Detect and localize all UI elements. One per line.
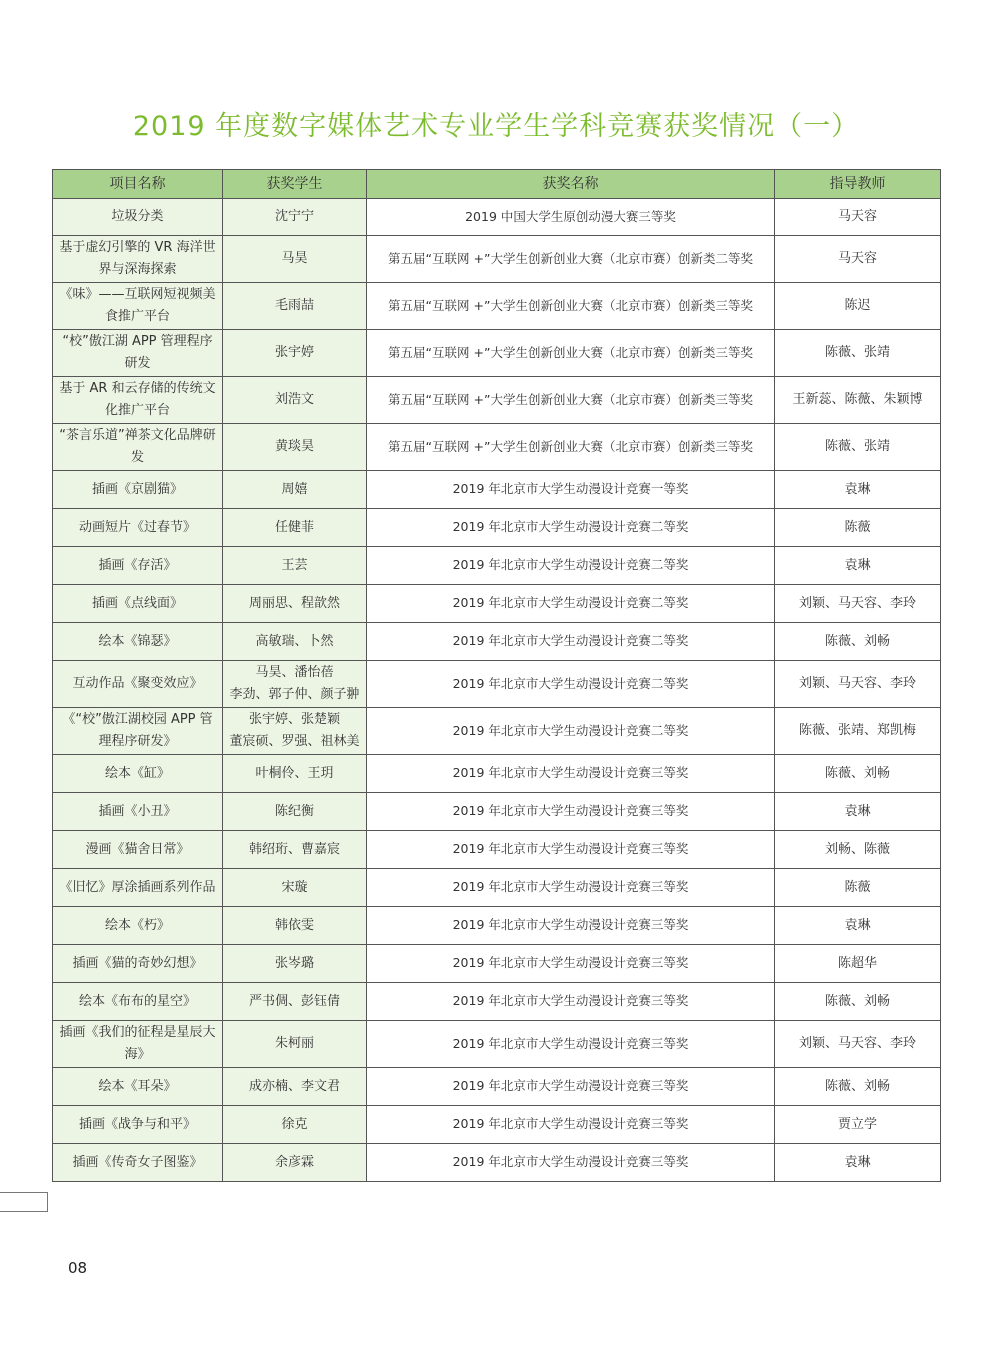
award-text: 2019 年北京市大学生动漫设计竞赛三等奖 [452, 765, 689, 780]
students-cell: 周丽思、程歆然 [223, 585, 367, 623]
advisors-cell: 马天容 [775, 199, 941, 236]
project-cell: 插画《小丑》 [53, 793, 223, 831]
award-cell [367, 661, 775, 708]
project-cell: 《旧忆》厚涂插画系列作品 [53, 869, 223, 907]
table-row [53, 199, 941, 236]
advisors-cell: 贾立学 [775, 1106, 941, 1144]
award-cell [367, 547, 775, 585]
project-cell: 绘本《朽》 [53, 907, 223, 945]
page-number: 08 [68, 1259, 88, 1277]
project-cell: 基于 AR 和云存储的传统文化推广平台 [53, 377, 223, 424]
table-row [53, 1021, 941, 1068]
table-row [53, 377, 941, 424]
table-row [53, 1106, 941, 1144]
award-text: 2019 年北京市大学生动漫设计竞赛二等奖 [452, 633, 689, 648]
award-cell [367, 585, 775, 623]
award-text: 2019 年北京市大学生动漫设计竞赛三等奖 [452, 993, 689, 1008]
award-cell [367, 623, 775, 661]
students-cell: 黄琰昊 [223, 424, 367, 471]
advisors-cell: 陈薇、刘畅 [775, 623, 941, 661]
project-cell: “校”傲江湖 APP 管理程序研发 [53, 330, 223, 377]
awards-table [52, 169, 941, 1182]
award-cell [367, 199, 775, 236]
award-text: 2019 年北京市大学生动漫设计竞赛二等奖 [452, 722, 689, 738]
table-row [53, 755, 941, 793]
award-text: 2019 年北京市大学生动漫设计竞赛三等奖 [452, 803, 689, 818]
award-cell [367, 1106, 775, 1144]
project-cell: 《味》——互联网短视频美食推广平台 [53, 283, 223, 330]
students-cell: 任健菲 [223, 509, 367, 547]
award-cell [367, 283, 775, 330]
award-text: 2019 年北京市大学生动漫设计竞赛三等奖 [452, 1154, 689, 1169]
table-row [53, 831, 941, 869]
advisors-cell: 袁琳 [775, 471, 941, 509]
award-cell [367, 509, 775, 547]
advisors-cell: 陈薇、刘畅 [775, 755, 941, 793]
advisors-cell: 陈薇、张靖 [775, 424, 941, 471]
advisors-cell: 陈迟 [775, 283, 941, 330]
header-students: 获奖学生 [223, 170, 367, 199]
advisors-cell: 陈薇、张靖 [775, 330, 941, 377]
advisors-cell: 刘颖、马天容、李玲 [775, 1021, 941, 1068]
table-row [53, 547, 941, 585]
award-cell [367, 1021, 775, 1068]
project-cell: 动画短片《过春节》 [53, 509, 223, 547]
award-cell [367, 330, 775, 377]
award-text: 2019 年北京市大学生动漫设计竞赛二等奖 [452, 557, 689, 572]
students-cell: 周嬉 [223, 471, 367, 509]
advisors-cell: 陈薇、张靖、郑凯梅 [775, 708, 941, 755]
table-row [53, 585, 941, 623]
award-cell [367, 708, 775, 755]
award-text: 2019 年北京市大学生动漫设计竞赛三等奖 [452, 955, 689, 970]
students-cell: 张岑璐 [223, 945, 367, 983]
project-cell: 基于虚幻引擎的 VR 海洋世界与深海探索 [53, 236, 223, 283]
award-cell [367, 755, 775, 793]
table-row [53, 793, 941, 831]
students-cell: 马昊 [223, 236, 367, 283]
table-row [53, 330, 941, 377]
advisors-cell: 刘颖、马天容、李玲 [775, 661, 941, 708]
award-text: 2019 年北京市大学生动漫设计竞赛三等奖 [452, 917, 689, 932]
table-row [53, 869, 941, 907]
students-cell: 韩依雯 [223, 907, 367, 945]
advisors-cell: 袁琳 [775, 907, 941, 945]
table-row [53, 907, 941, 945]
advisors-cell: 陈薇 [775, 869, 941, 907]
page-title: 2019 年度数字媒体艺术专业学生学科竞赛获奖情况（一） [132, 111, 860, 142]
award-cell [367, 424, 775, 471]
advisors-cell: 袁琳 [775, 547, 941, 585]
award-text: 2019 年北京市大学生动漫设计竞赛三等奖 [452, 1035, 689, 1051]
award-text: 第五届“互联网 +”大学生创新创业大赛（北京市赛）创新类二等奖 [388, 250, 753, 266]
award-cell [367, 1068, 775, 1106]
award-text: 2019 年北京市大学生动漫设计竞赛二等奖 [452, 595, 689, 610]
students-cell: 刘浩文 [223, 377, 367, 424]
header-project: 项目名称 [53, 170, 223, 199]
header-award: 获奖名称 [367, 170, 775, 199]
table-row [53, 471, 941, 509]
award-cell [367, 471, 775, 509]
advisors-cell: 陈薇、刘畅 [775, 983, 941, 1021]
project-cell: “茶言乐道”禅茶文化品牌研发 [53, 424, 223, 471]
award-text: 2019 年北京市大学生动漫设计竞赛一等奖 [452, 481, 689, 496]
table-header-row [53, 170, 941, 199]
advisors-cell: 陈超华 [775, 945, 941, 983]
advisors-cell: 袁琳 [775, 793, 941, 831]
award-cell [367, 236, 775, 283]
advisors-cell: 陈薇 [775, 509, 941, 547]
project-cell: 插画《存活》 [53, 547, 223, 585]
project-cell: 插画《点线面》 [53, 585, 223, 623]
students-cell: 余彦霖 [223, 1144, 367, 1182]
students-cell: 高敏瑞、卜然 [223, 623, 367, 661]
table-row [53, 424, 941, 471]
award-cell [367, 945, 775, 983]
table-row [53, 236, 941, 283]
advisors-cell: 刘畅、陈薇 [775, 831, 941, 869]
project-cell: 垃圾分类 [53, 199, 223, 236]
award-text: 第五届“互联网 +”大学生创新创业大赛（北京市赛）创新类三等奖 [388, 391, 753, 407]
award-text: 第五届“互联网 +”大学生创新创业大赛（北京市赛）创新类三等奖 [388, 438, 753, 454]
award-cell [367, 377, 775, 424]
advisors-cell: 陈薇、刘畅 [775, 1068, 941, 1106]
award-text: 2019 年北京市大学生动漫设计竞赛三等奖 [452, 1116, 689, 1131]
award-cell [367, 1144, 775, 1182]
project-cell: 插画《我们的征程是星辰大海》 [53, 1021, 223, 1068]
award-cell [367, 831, 775, 869]
table-row [53, 1068, 941, 1106]
students-cell: 徐克 [223, 1106, 367, 1144]
award-cell [367, 869, 775, 907]
project-cell: 互动作品《聚变效应》 [53, 661, 223, 708]
project-cell: 绘本《缸》 [53, 755, 223, 793]
project-cell: 绘本《锦瑟》 [53, 623, 223, 661]
award-text: 2019 年北京市大学生动漫设计竞赛三等奖 [452, 879, 689, 894]
table-row [53, 1144, 941, 1182]
table-row [53, 283, 941, 330]
table-row [53, 661, 941, 708]
project-cell: 插画《传奇女子图鉴》 [53, 1144, 223, 1182]
table-row [53, 945, 941, 983]
table-row [53, 509, 941, 547]
project-cell: 绘本《布布的星空》 [53, 983, 223, 1021]
advisors-cell: 袁琳 [775, 1144, 941, 1182]
award-text: 2019 中国大学生原创动漫大赛三等奖 [465, 208, 676, 224]
award-cell [367, 907, 775, 945]
award-text: 2019 年北京市大学生动漫设计竞赛三等奖 [452, 841, 689, 856]
students-cell: 毛雨喆 [223, 283, 367, 330]
table-row [53, 983, 941, 1021]
advisors-cell: 刘颖、马天容、李玲 [775, 585, 941, 623]
students-cell: 宋璇 [223, 869, 367, 907]
students-cell: 韩绍珩、曹嘉宸 [223, 831, 367, 869]
project-cell: 《“校”傲江湖校园 APP 管理程序研发》 [53, 708, 223, 755]
students-cell: 王芸 [223, 547, 367, 585]
students-cell: 严书倜、彭钰倩 [223, 983, 367, 1021]
students-cell: 朱柯丽 [223, 1021, 367, 1068]
award-text: 2019 年北京市大学生动漫设计竞赛二等奖 [452, 519, 689, 534]
margin-tab [0, 1192, 48, 1212]
award-cell [367, 983, 775, 1021]
students-cell: 成亦楠、李文君 [223, 1068, 367, 1106]
students-cell: 陈纪衡 [223, 793, 367, 831]
award-text: 第五届“互联网 +”大学生创新创业大赛（北京市赛）创新类三等奖 [388, 344, 753, 360]
project-cell: 插画《战争与和平》 [53, 1106, 223, 1144]
advisors-cell: 王新蕊、陈薇、朱颖博 [775, 377, 941, 424]
award-text: 2019 年北京市大学生动漫设计竞赛二等奖 [452, 675, 689, 691]
award-cell [367, 793, 775, 831]
table-row [53, 708, 941, 755]
students-cell: 张宇婷 [223, 330, 367, 377]
project-cell: 插画《京剧猫》 [53, 471, 223, 509]
students-cell: 张宇婷、张楚颖 董宸硕、罗强、祖林美 [223, 708, 367, 755]
header-advisors: 指导教师 [775, 170, 941, 199]
project-cell: 漫画《猫舍日常》 [53, 831, 223, 869]
award-text: 2019 年北京市大学生动漫设计竞赛三等奖 [452, 1078, 689, 1093]
award-text: 第五届“互联网 +”大学生创新创业大赛（北京市赛）创新类三等奖 [388, 297, 753, 313]
project-cell: 插画《猫的奇妙幻想》 [53, 945, 223, 983]
advisors-cell: 马天容 [775, 236, 941, 283]
students-cell: 沈宁宁 [223, 199, 367, 236]
students-cell: 马昊、潘怡蓓 李劲、郭子仲、颜子翀 [223, 661, 367, 708]
project-cell: 绘本《耳朵》 [53, 1068, 223, 1106]
students-cell: 叶桐伶、王玥 [223, 755, 367, 793]
table-row [53, 623, 941, 661]
